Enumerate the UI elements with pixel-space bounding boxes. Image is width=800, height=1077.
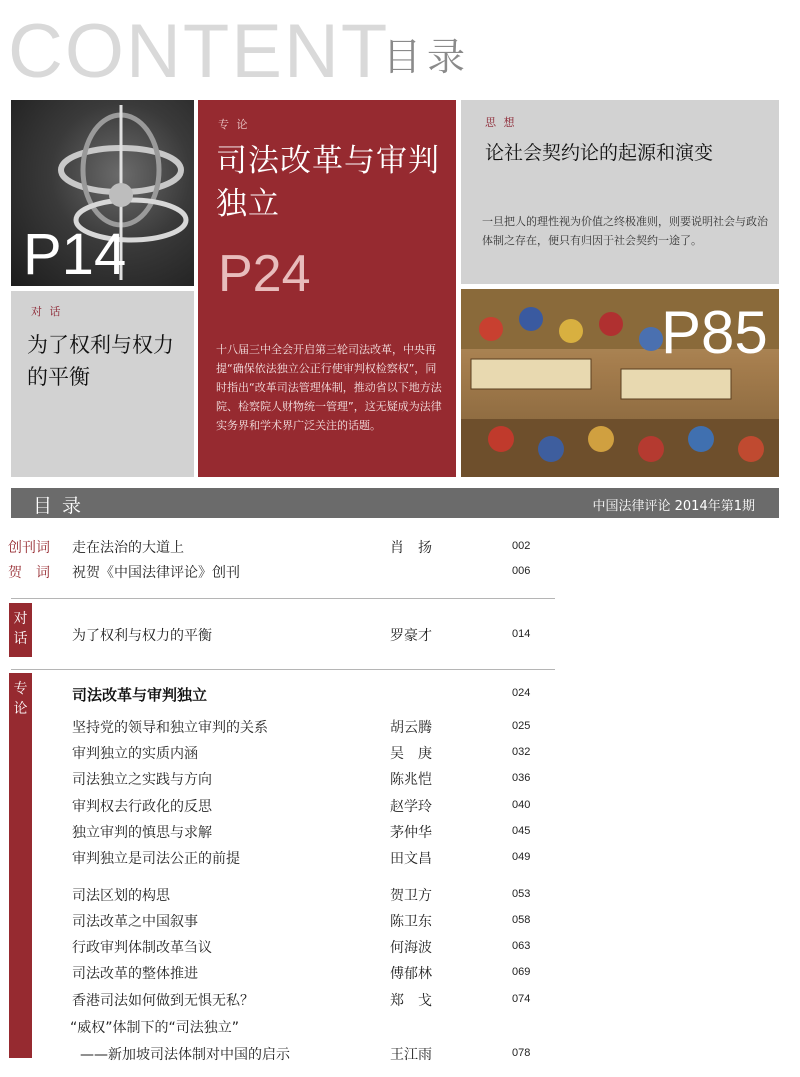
thought-description: 一旦把人的理性视为价值之终极准则，则要说明社会与政治体制之存在，便只有归因于社会契约一途了。 xyxy=(482,215,768,247)
thought-title: 论社会契约论的起源和演变 xyxy=(485,142,714,164)
toc-title: “威权”体制下的“司法独立” xyxy=(70,1020,240,1036)
section-tab-feature: 专论 xyxy=(9,673,32,1058)
page-number-p14: P14 xyxy=(23,222,127,286)
feature-description: 十八届三中全会开启第三轮司法改革，中央再提“确保依法独立公正行使审判权检察权”，同时指出“改革司法管理体制，推动省以下地方法院、检察院人财物统一管理”，这无疑成为法律实务界和学术界广泛关注的话题。 xyxy=(216,343,442,432)
toc-title: 走在法治的大道上 xyxy=(72,540,184,556)
toc-author: 吴 庚 xyxy=(390,746,432,762)
publication-issue: 中国法律评论 2014年第1期 xyxy=(592,499,755,514)
thought-panel[interactable] xyxy=(461,100,779,284)
toc-page: 078 xyxy=(512,1047,531,1059)
feature-kicker: 专 论 xyxy=(218,118,250,131)
toc-author: 胡云腾 xyxy=(390,720,432,736)
toc-page: 032 xyxy=(512,746,531,758)
toc-row[interactable] xyxy=(0,821,560,843)
toc-row[interactable] xyxy=(0,795,560,817)
toc-row[interactable] xyxy=(0,742,560,764)
page-number-p24: P24 xyxy=(218,245,311,303)
toc-page: 024 xyxy=(512,687,531,699)
toc-title: 行政审判体制改革刍议 xyxy=(72,940,212,956)
toc-row[interactable] xyxy=(0,561,560,583)
toc-row[interactable] xyxy=(0,768,560,790)
toc-page: 014 xyxy=(512,628,531,640)
toc-row[interactable] xyxy=(0,536,560,558)
toc-title: 审判独立的实质内涵 xyxy=(72,746,198,762)
toc-page: 053 xyxy=(512,888,531,900)
toc-row[interactable] xyxy=(0,989,560,1011)
toc-author: 田文昌 xyxy=(390,851,432,867)
toc-subtitle: ——新加坡司法体制对中国的启示 xyxy=(80,1047,290,1063)
toc-row[interactable] xyxy=(0,962,560,984)
toc-title: 司法改革的整体推进 xyxy=(72,966,198,982)
toc-page: 045 xyxy=(512,825,531,837)
toc-title: 审判独立是司法公正的前提 xyxy=(72,851,240,867)
thought-kicker: 思 想 xyxy=(485,116,517,129)
toc-author: 何海波 xyxy=(390,940,432,956)
toc-title: 司法改革之中国叙事 xyxy=(72,914,198,930)
toc-row[interactable] xyxy=(0,1016,560,1038)
toc-author: 陈卫东 xyxy=(390,914,432,930)
dialog-kicker: 对 话 xyxy=(31,305,63,318)
toc-page: 063 xyxy=(512,940,531,952)
gyroscope-photo xyxy=(11,100,194,286)
section-tab-dialog: 对话 xyxy=(9,603,32,657)
dialog-title: 为了权利与权力的平衡 xyxy=(27,333,174,389)
toc-author: 王江雨 xyxy=(390,1047,432,1063)
content-heading-cn: 目录 xyxy=(383,35,472,79)
toc-author: 茅仲华 xyxy=(390,825,432,841)
dialog-panel[interactable] xyxy=(11,291,194,477)
toc-title: 独立审判的慎思与求解 xyxy=(72,825,212,841)
toc-author: 郑 戈 xyxy=(390,993,432,1009)
toc-section-heading[interactable] xyxy=(0,683,560,705)
feature-title: 司法改革与审判独立 xyxy=(216,143,440,222)
toc-title: 坚持党的领导和独立审判的关系 xyxy=(72,720,268,736)
toc-page: 002 xyxy=(512,540,531,552)
toc-title: 祝贺《中国法律评论》创刊 xyxy=(72,565,240,581)
toc-title: 为了权利与权力的平衡 xyxy=(72,628,212,644)
content-heading-en: CONTENT xyxy=(8,9,390,94)
toc-author: 罗豪才 xyxy=(390,628,432,644)
section-divider xyxy=(11,598,555,599)
toc-page: 040 xyxy=(512,799,531,811)
toc-row[interactable] xyxy=(0,884,560,906)
toc-title: 香港司法如何做到无惧无私？ xyxy=(72,993,254,1009)
toc-page: 025 xyxy=(512,720,531,732)
toc-row[interactable] xyxy=(0,936,560,958)
toc-row[interactable] xyxy=(0,624,560,646)
toc-title: 司法独立之实践与方向 xyxy=(72,772,212,788)
contents-bar xyxy=(11,488,779,518)
toc-author: 赵学玲 xyxy=(390,799,432,815)
toc-title: 审判权去行政化的反思 xyxy=(72,799,212,815)
page-number-p85: P85 xyxy=(661,299,768,366)
toc-author: 陈兆恺 xyxy=(390,772,432,788)
toc-page: 069 xyxy=(512,966,531,978)
toc-page: 074 xyxy=(512,993,531,1005)
toc-row[interactable] xyxy=(0,1043,560,1065)
toc-page: 036 xyxy=(512,772,531,784)
toc-label: 创刊词 xyxy=(8,540,50,556)
toc-page: 049 xyxy=(512,851,531,863)
toc-page: 006 xyxy=(512,565,531,577)
toc-row[interactable] xyxy=(0,847,560,869)
toc-title: 司法区划的构思 xyxy=(72,888,170,904)
toc-author: 贺卫方 xyxy=(390,888,432,904)
toc-row[interactable] xyxy=(0,716,560,738)
feature-panel[interactable] xyxy=(198,100,456,477)
toc-label: 贺 词 xyxy=(8,565,50,581)
medieval-manuscript-illustration xyxy=(461,289,779,477)
toc-page: 058 xyxy=(512,914,531,926)
toc-author: 傅郁林 xyxy=(390,966,432,982)
section-divider xyxy=(11,669,555,670)
toc-author: 肖 扬 xyxy=(390,540,432,556)
toc-heading-title: 司法改革与审判独立 xyxy=(72,686,208,704)
contents-bar-title: 目录 xyxy=(33,495,92,517)
toc-row[interactable] xyxy=(0,910,560,932)
